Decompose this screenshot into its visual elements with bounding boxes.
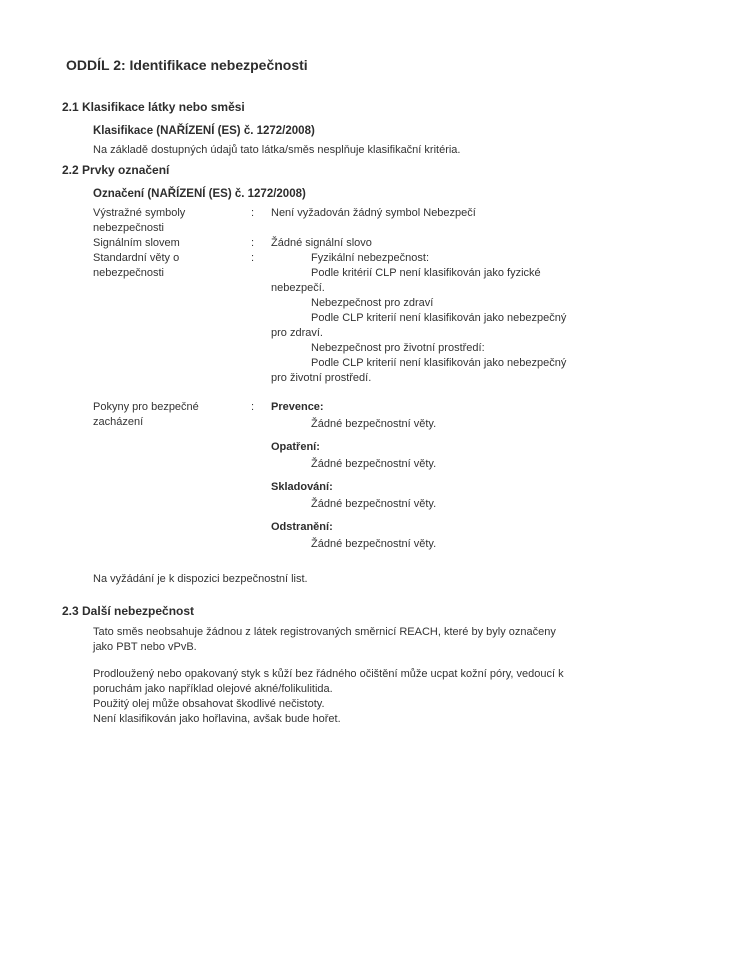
paragraph-line: Prodloužený nebo opakovaný styk s kůží bez řádného očištění může ucpat kožní póry, vedoucí k <box>93 668 564 680</box>
row-value-line: pro životní prostředí. <box>271 372 372 384</box>
row-label-line: Výstražné symboly <box>93 207 186 219</box>
label-value-table <box>93 206 700 552</box>
row-label <box>93 400 251 430</box>
precaution-group-heading: Skladování: <box>271 481 333 493</box>
label-value-row <box>93 400 700 552</box>
row-label <box>93 251 251 281</box>
labeling-heading: Označení (NAŘÍZENÍ (ES) č. 1272/2008) <box>93 188 306 200</box>
row-label <box>93 206 251 236</box>
row-value-line: nebezpečí. <box>271 282 325 294</box>
row-value-line: Nebezpečnost pro zdraví <box>311 297 434 309</box>
precaution-group <box>271 480 700 512</box>
paragraph-line: poruchám jako například olejové akné/folikulitida. <box>93 683 333 695</box>
row-value <box>271 400 700 552</box>
row-value-line: pro zdraví. <box>271 327 323 339</box>
row-separator: : <box>251 401 255 413</box>
row-label-line: Pokyny pro bezpečné <box>93 401 199 413</box>
row-value-line: Žádné signální slovo <box>271 237 372 249</box>
row-value-line: Podle CLP kriterií není klasifikován jako nebezpečný <box>311 357 567 369</box>
label-value-row <box>93 206 700 236</box>
row-value-line: Podle kritérií CLP není klasifikován jako fyzické <box>311 267 541 279</box>
classification-text: Na základě dostupných údajů tato látka/směs nesplňuje klasifikační kritéria. <box>93 144 461 156</box>
precaution-group-heading: Prevence: <box>271 401 324 413</box>
precaution-group <box>271 400 700 432</box>
subsection-2-2-heading: 2.2 Prvky označení <box>62 163 170 177</box>
subsection-2-2-body <box>93 187 700 587</box>
paragraph-line: Není klasifikován jako hořlavina, avšak bude hořet. <box>93 713 341 725</box>
precaution-group-text: Žádné bezpečnostní věty. <box>311 418 437 430</box>
row-value <box>271 206 700 221</box>
row-value <box>271 251 700 386</box>
row-label <box>93 236 251 251</box>
row-separator: : <box>251 207 255 219</box>
row-separator: : <box>251 237 255 249</box>
paragraph-line: Tato směs neobsahuje žádnou z látek registrovaných směrnicí REACH, které by byly označeny <box>93 626 556 638</box>
row-value-line: Není vyžadován žádný symbol Nebezpečí <box>271 207 476 219</box>
row-value-line: Podle CLP kriterií není klasifikován jako nebezpečný <box>311 312 567 324</box>
classification-heading: Klasifikace (NAŘÍZENÍ (ES) č. 1272/2008) <box>93 125 315 137</box>
precaution-group-heading: Odstranění: <box>271 521 333 533</box>
precaution-group-heading: Opatření: <box>271 441 320 453</box>
row-label-line: nebezpečnosti <box>93 222 164 234</box>
precaution-group-text: Žádné bezpečnostní věty. <box>311 538 437 550</box>
paragraph <box>93 667 700 727</box>
row-label-line: Standardní věty o <box>93 252 180 264</box>
row-value-line: Fyzikální nebezpečnost: <box>311 252 430 264</box>
row-value <box>271 236 700 251</box>
row-separator: : <box>251 252 255 264</box>
row-label-line: nebezpečnosti <box>93 267 164 279</box>
label-value-row <box>93 236 700 251</box>
paragraph-line: jako PBT nebo vPvB. <box>93 641 197 653</box>
subsection-2-1-heading: 2.1 Klasifikace látky nebo směsi <box>62 100 245 114</box>
subsection-2-3-heading: 2.3 Další nebezpečnost <box>62 604 195 618</box>
precaution-group <box>271 440 700 472</box>
subsection-2-1-body <box>93 124 700 158</box>
row-label-line: Signálním slovem <box>93 237 180 249</box>
s23-paragraphs <box>93 625 700 727</box>
row-label-line: zacházení <box>93 416 144 428</box>
sds-availability-note: Na vyžádání je k dispozici bezpečnostní list. <box>93 573 308 585</box>
row-value-line: Nebezpečnost pro životní prostředí: <box>311 342 485 354</box>
precaution-group-text: Žádné bezpečnostní věty. <box>311 458 437 470</box>
section-title: ODDÍL 2: Identifikace nebezpečnosti <box>66 57 308 73</box>
precaution-group <box>271 520 700 552</box>
paragraph-line: Použitý olej může obsahovat škodlivé nečistoty. <box>93 698 325 710</box>
label-value-row <box>93 251 700 386</box>
precaution-group-text: Žádné bezpečnostní věty. <box>311 498 437 510</box>
paragraph <box>93 625 700 655</box>
